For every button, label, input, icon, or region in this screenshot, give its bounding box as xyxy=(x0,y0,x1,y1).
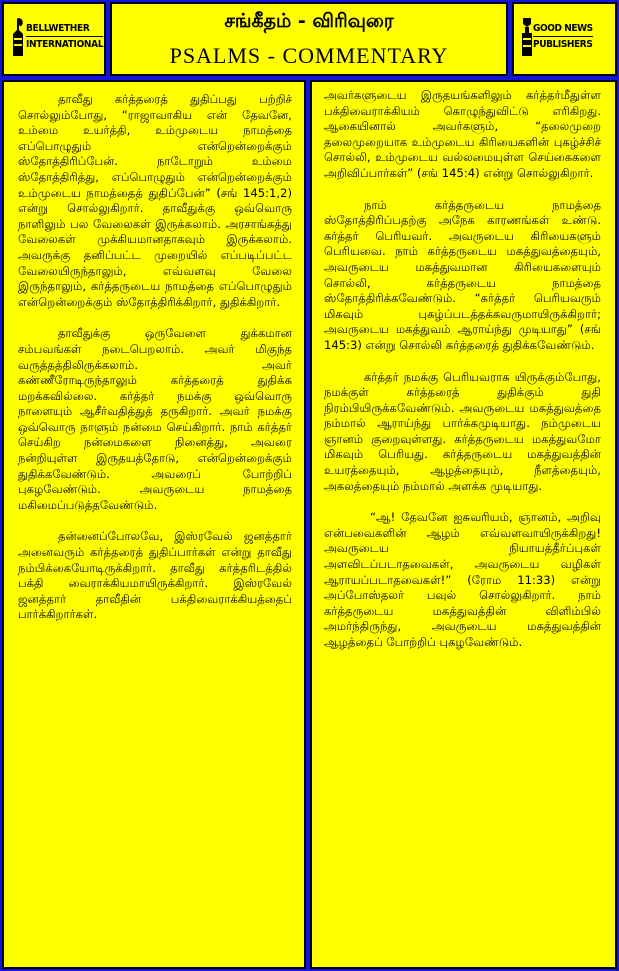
paragraph: அவர்களுடைய இருதயங்களிலும் கர்த்தர்மீதுள்ள பக்திவைராக்கியம் கொழுந்துவிட்டு எரிகிறது. ஆகையினால் அவர்களும், “தலைமுறை தலைமுறையாக உம்முடைய கிரியைகளின் புகழ்ச்சிச் சொல்லி, உம்முடைய வல்லமையுள்ள செய்கைகளை அறிவிப்பார்கள்” (சங் 145:4) என்று சொல்லுகிறார். xyxy=(324,88,601,180)
paragraph: தன்னைப்போலவே, இஸ்ரவேல் ஜனத்தார் அனைவரும் கர்த்தரைத் துதிப்பார்கள் என்று தாவீது நம்பிக்கையோடிருக்கிறார். தாவீது கர்த்தரிடத்தில் பக்தி வைராக்கியமாயிருக்கிறார். இஸ்ரவேல் ஜனத்தார் தாவீதின் பக்திவைராக்கியத்தைப் பார்க்கிறார்கள். xyxy=(18,529,292,622)
right-column xyxy=(310,80,617,969)
page-title-english: PSALMS - COMMENTARY xyxy=(169,43,449,68)
right-column-text xyxy=(324,88,601,667)
paragraph: கர்த்தர் நமக்கு பெரியவராக யிருக்கும்போது, நமக்குள் கர்த்தரைத் துதிக்கும் துதி நிரம்பியிருக்கவேண்டும். அவருடைய மகத்துவத்தை நம்மால் ஆராய்ந்து பார்க்கமுடியாது. நம்முடைய ஞானம் குறைவுள்ளது. கர்த்தருடைய மகத்துவமோ மிகவும் பெரியது. கர்த்தருடைய மகத்துவத்தின் உயரத்தையும், ஆழத்தையும், நீளத்தையும், அகலத்தையும் நம்மால் அளக்க முடியாது. xyxy=(324,369,601,493)
bellwether-logo-line2: INTERNATIONAL xyxy=(26,39,104,50)
paragraph: நாம் கர்த்தருடைய நாமத்தை ஸ்தோத்திரிப்பதற்கு அநேக காரணங்கள் உண்டு. கர்த்தர் பெரியவர். அவருடைய கிரியைகளும் பெரியவை. நாம் கர்த்தருடைய மகத்துவத்தையும், அவருடைய மகத்துவமான கிரியைகளையும் சொல்லி, கர்த்தருடைய நாமத்தை ஸ்தோத்திரிக்கவேண்டும். “கர்த்தர் பெரியவரும் மிகவும் புகழ்ப்படத்தக்கவருமாயிருக்கிறார்; அவருடைய மகத்துவம் ஆராய்ந்து முடியாது” (சங் 145:3) என்று சொல்லி கர்த்தரைத் துதிக்கவேண்டும். xyxy=(324,197,601,352)
page-title-tamil: சங்கீதம் - விரிவுரை xyxy=(224,10,394,32)
left-column xyxy=(2,80,306,969)
bellwether-logo-text xyxy=(26,22,103,51)
paragraph: தாவீதுக்கு ஒருவேளை துக்கமான சம்பவங்கள் நடைபெறலாம். அவர் மிகுந்த வருத்தத்திலிருக்கலாம். அவர் கண்ணீரோடிருந்தாலும் கர்த்தரைத் துதிக்க மறக்கவில்லை. கர்த்தர் நமக்கு ஒவ்வொரு நாளையும் ஆசீர்வதித்துத் தருகிறார். அவர் நமக்கு ஒவ்வொரு நாளும் நன்மை செய்கிறார். நாம் கர்த்தர் செய்கிற நன்மைகளை நினைத்து, அவரை நன்றியுள்ள இருதயத்தோடு, என்றென்றைக்கும் துதிக்கவேண்டும். அவரைப் போற்றிப் புகழவேண்டும். அவருடைய நாமத்தை மகிமைப்படுத்தவேண்டும். xyxy=(18,326,292,512)
bellwether-logo-line1: BELLWETHER xyxy=(26,23,90,34)
good-news-logo xyxy=(512,2,617,76)
book-stand-icon xyxy=(520,16,534,58)
title-banner xyxy=(110,2,508,76)
good-news-logo-line1: GOOD NEWS xyxy=(533,23,593,34)
ram-icon xyxy=(11,16,25,58)
paragraph: தாவீது கர்த்தரைத் துதிப்பது பற்றிச் சொல்லும்போது, “ராஜாவாகிய என் தேவனே, உம்மை உயர்த்தி, உம்முடைய நாமத்தை எப்பொழுதும் என்றென்றைக்கும் ஸ்தோத்திரிப்பேன். நாடோறும் உம்மை ஸ்தோத்திரித்து, எப்பொழுதும் என்றென்றைக்கும் உம்முடைய நாமத்தைத் துதிப்பேன்” (சங் 145:1,2) என்று சொல்லுகிறார். தாவீதுக்கு ஒவ்வொரு நாளிலும் பல வேலைகள் இருக்கலாம். அரசாங்கத்து வேலைகள் முக்கியமானதாகவும் இருக்கலாம். அவருக்கு தனிப்பட்ட முறையில் எப்படிப்பட்ட வேலையிருந்தாலும், எவ்வளவு வேலை இருந்தாலும், கர்த்தருடைய நாமத்தை எப்பொழுதும் என்றென்றைக்கும் ஸ்தோத்திரிக்கிறார், துதிக்கிறார். xyxy=(18,92,292,309)
paragraph: “ஆ! தேவனே ஐசுவரியம், ஞானம், அறிவு என்பவைகளின் ஆழம் எவ்வளவாயிருக்கிறது! அவருடைய நியாயத்தீர்ப்புகள் அளவிடப்படாதவைகள், அவருடைய வழிகள் ஆராயப்படாதவைகள்!” (ரோம 11:33) என்று அப்போஸ்தலர் பவுல் சொல்லுகிறார். நாம் கர்த்தருடைய மகத்துவத்தின் விளிம்பில் அமர்ந்திருந்து, அவருடைய மகத்துவத்தின் ஆழத்தைப் போற்றிப் புகழவேண்டும். xyxy=(324,510,601,649)
good-news-logo-text xyxy=(533,22,593,51)
good-news-logo-line2: PUBLISHERS xyxy=(533,39,593,50)
left-column-text xyxy=(18,92,292,639)
bellwether-logo xyxy=(2,2,106,76)
